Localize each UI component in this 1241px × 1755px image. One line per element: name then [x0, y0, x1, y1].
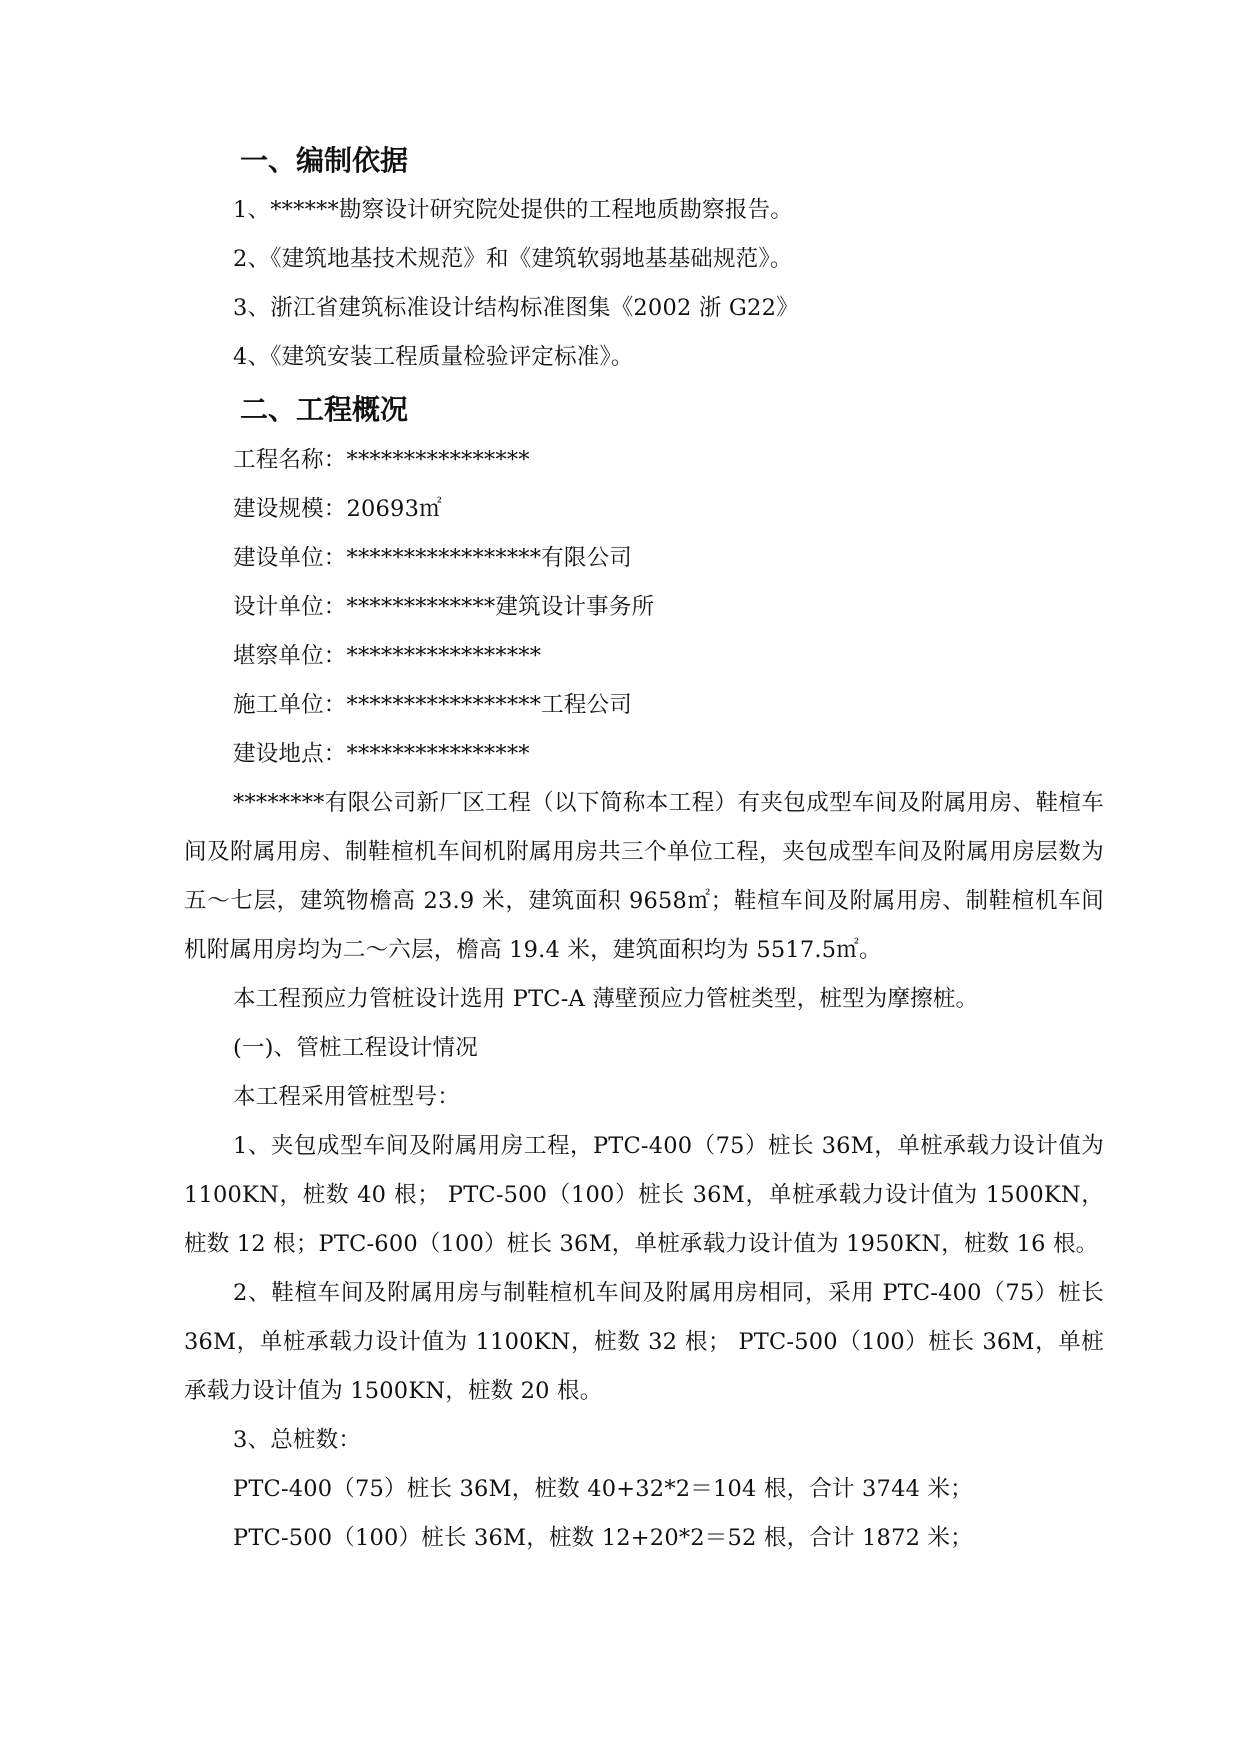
- info-value: *****************: [346, 643, 542, 669]
- info-value: ****************: [346, 741, 530, 767]
- document-body: [184, 136, 1104, 1563]
- info-label: 工程名称：: [233, 447, 347, 473]
- info-row-location: [184, 730, 1104, 779]
- info-label: 建设地点：: [233, 741, 347, 767]
- info-row-scale: [184, 485, 1104, 534]
- overview-paragraph: ********有限公司新厂区工程（以下简称本工程）有夹包成型车间及附属用房、鞋楦车间及附属用房、制鞋楦机车间机附属用房共三个单位工程，夹包成型车间及附属用房层数为五～七层，建筑物檐高 23.9 米，建筑面积 9658㎡；鞋楦车间及附属用房、制鞋楦机车间机附属用房均为二～六层，檐高 19.4 米，建筑面积均为 5517.5㎡。: [184, 790, 1104, 963]
- info-value: *************建筑设计事务所: [346, 594, 655, 620]
- info-row-designer: [184, 583, 1104, 632]
- model-item: 2、鞋楦车间及附属用房与制鞋楦机车间及附属用房相同，采用 PTC-400（75）桩长 36M，单桩承载力设计值为 1100KN，桩数 32 根； PTC-500（100）桩长 36M，单桩承载力设计值为 1500KN，桩数 20 根。: [184, 1280, 1104, 1404]
- total-title: 3、总桩数：: [233, 1427, 362, 1453]
- info-label: 施工单位：: [233, 692, 347, 718]
- info-row-surveyor: [184, 632, 1104, 681]
- basis-item: 1、******勘察设计研究院处提供的工程地质勘察报告。: [233, 197, 793, 223]
- info-row-contractor: [184, 681, 1104, 730]
- info-value: ****************: [346, 447, 530, 473]
- info-label: 建设单位：: [233, 545, 347, 571]
- info-row-project-name: [184, 436, 1104, 485]
- model-item: 1、夹包成型车间及附属用房工程，PTC-400（75）桩长 36M，单桩承载力设计值为 1100KN，桩数 40 根； PTC-500（100）桩长 36M，单桩承载力设计值为 1500KN，桩数 12 根；PTC-600（100）桩长 36M，单桩承载力设计值为 1950KN，桩数 16 根。: [184, 1133, 1104, 1257]
- info-value: *****************工程公司: [346, 692, 632, 718]
- section-heading-basis: 一、编制依据: [240, 144, 409, 177]
- section-heading-overview: 二、工程概况: [240, 393, 409, 426]
- pile-type-paragraph: 本工程预应力管桩设计选用 PTC-A 薄壁预应力管桩类型，桩型为摩擦桩。: [233, 986, 979, 1012]
- info-value: *****************有限公司: [346, 545, 632, 571]
- basis-item: 3、浙江省建筑标准设计结构标准图集《2002 浙 G22》: [233, 295, 799, 321]
- info-row-owner: [184, 534, 1104, 583]
- info-label: 设计单位：: [233, 594, 347, 620]
- basis-item: 2、《建筑地基技术规范》和《建筑软弱地基基础规范》。: [233, 246, 793, 272]
- info-label: 建设规模：: [233, 496, 347, 522]
- subsection-title: (一)、管桩工程设计情况: [233, 1035, 478, 1061]
- info-value: 20693㎡: [346, 496, 442, 522]
- total-line: PTC-500（100）桩长 36M，桩数 12+20*2＝52 根，合计 1872 米；: [233, 1525, 973, 1551]
- models-intro: 本工程采用管桩型号：: [233, 1084, 461, 1110]
- basis-item: 4、《建筑安装工程质量检验评定标准》。: [233, 344, 634, 370]
- total-line: PTC-400（75）桩长 36M，桩数 40+32*2＝104 根，合计 3744 米；: [233, 1476, 973, 1502]
- info-label: 堪察单位：: [233, 643, 347, 669]
